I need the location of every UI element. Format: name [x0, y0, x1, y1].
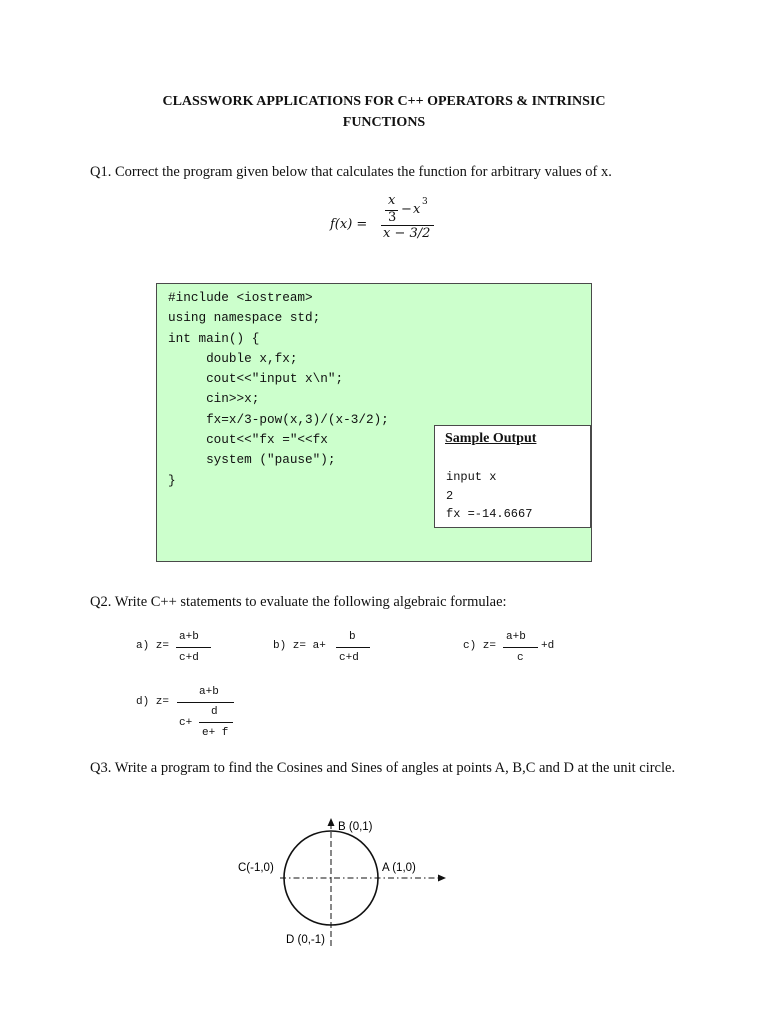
code-line: #include <iostream> [168, 290, 313, 305]
sample-output-line: input x [446, 470, 497, 484]
formula-b-num: b [349, 631, 356, 643]
formula-d-num: a+b [199, 686, 219, 698]
formula-num-minus: − [401, 202, 412, 217]
code-line: fx=x/3-pow(x,3)/(x-3/2); [168, 411, 389, 427]
formula-num-x: x [388, 193, 396, 208]
sample-output-box [434, 425, 591, 528]
code-line: cout<<"fx ="<<fx [168, 432, 328, 448]
code-line: cin>>x; [168, 391, 260, 407]
code-line: using namespace std; [168, 310, 321, 326]
formula-a-label: a) z= [136, 640, 170, 652]
formula-c-label: c) z= [463, 640, 497, 652]
sample-output-title: Sample Output [445, 431, 537, 446]
formula-c-den: c [517, 652, 524, 664]
sample-output-line: 2 [446, 488, 454, 503]
formula-den: x − 3/2 [383, 226, 431, 241]
q2-formula-d [0, 684, 768, 744]
q3-text: Q3. Write a program to find the Cosines and Sines of angles at points A, B,C and D at the unit circle. [90, 760, 676, 776]
formula-b-label: b) z= a+ [273, 640, 326, 652]
formula-c-num: a+b [506, 631, 526, 643]
unit-circle-diagram [220, 810, 460, 950]
formula-num-3: 3 [388, 210, 397, 225]
code-line: } [168, 472, 176, 488]
point-d-label: D (0,-1) [286, 934, 325, 946]
formula-num-x3: x [413, 202, 421, 217]
code-line: cout<<"input x\n"; [168, 371, 344, 387]
formula-d-label: d) z= [136, 696, 170, 708]
q2-text: Q2. Write C++ statements to evaluate the following algebraic formulae: [90, 594, 507, 610]
point-c-label: C(-1,0) [238, 862, 274, 874]
x-axis-arrow-icon [438, 875, 446, 882]
formula-d-den-den: e+ f [202, 727, 229, 739]
formula-d-den-lead: c+ [179, 717, 193, 729]
formula-d-inner-bar [199, 722, 233, 723]
page-title-line2: FUNCTIONS [342, 115, 426, 130]
sample-output-line: fx =-14.6667 [446, 507, 533, 521]
formula-c-bar [503, 647, 538, 648]
formula-d-den-num: d [211, 706, 218, 718]
page-title-line1: CLASSWORK APPLICATIONS FOR C++ OPERATORS & INTRINSIC [162, 94, 606, 109]
sample-output-lines [446, 468, 532, 524]
formula-a-num: a+b [179, 631, 199, 643]
formula-b-den: c+d [339, 652, 359, 664]
y-axis-arrow-icon [328, 818, 335, 826]
q1-text: Q1. Correct the program given below that calculates the function for arbitrary values of x. [90, 164, 612, 180]
point-a-label: A (1,0) [382, 862, 416, 874]
code-line: double x,fx; [168, 350, 298, 366]
q2-formula-c [0, 628, 768, 673]
formula-lhs: f(x) = [330, 217, 368, 232]
q1-formula [0, 190, 768, 245]
formula-a-den: c+d [179, 652, 199, 664]
formula-num-exp: 3 [422, 197, 428, 207]
point-b-label: B (0,1) [338, 821, 373, 833]
code-block [168, 288, 389, 491]
code-line: system ("pause"); [168, 452, 336, 468]
code-line: int main() { [168, 330, 260, 346]
formula-d-main-bar [177, 702, 234, 703]
formula-c-tail: +d [541, 640, 555, 652]
